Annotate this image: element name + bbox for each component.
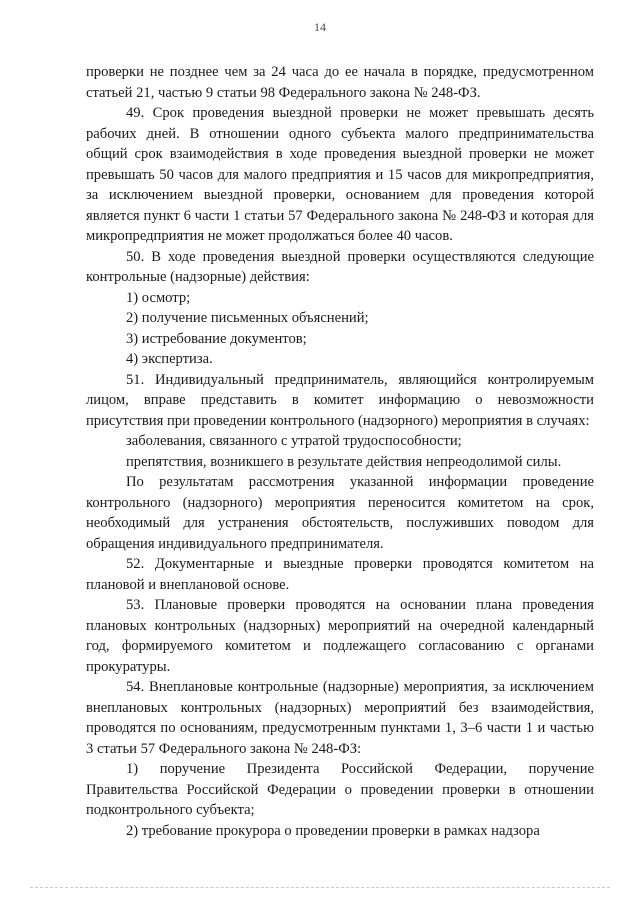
paragraph-54: 54. Внеплановые контрольные (надзорные) мероприятия, за исключением внеплановых контрольных (надзорных) мероприятий без взаимодействия, проводятся по основаниям, предусмотренным пунктами 1, 3–6 части 1 и частью 3 статьи 57 Федерального закона № 248-ФЗ: <box>86 679 594 757</box>
list-item-expertise: 4) экспертиза. <box>126 351 213 367</box>
paragraph-50: 50. В ходе проведения выездной проверки осуществляются следующие контрольные (надзорные) действия: <box>86 248 594 285</box>
paragraph-53: 53. Плановые проверки проводятся на основании плана проведения плановых контрольных (надзорных) мероприятий на очередной календарный год, формируемого комитетом и подлежащего согласованию с органами прокуратуры. <box>86 597 594 675</box>
list-item-illness: заболевания, связанного с утратой трудоспособности; <box>126 433 462 449</box>
paragraph-54-item-2: 2) требование прокурора о проведении проверки в рамках надзора <box>126 822 540 839</box>
list-item-documents: 3) истребование документов; <box>126 330 307 347</box>
scan-edge-line <box>30 887 610 888</box>
paragraph-52: 52. Документарные и выездные проверки проводятся комитетом на плановой и внеплановой основе. <box>86 556 594 593</box>
paragraph-49: 49. Срок проведения выездной проверки не может превышать десять рабочих дней. В отношении одного субъекта малого предпринимательства общий срок взаимодействия в ходе проведения выездной проверки не может превышать 50 часов для малого предприятия и 15 часов для микропредприятия, за исключением выездной проверки, основанием для проведения которой является пункт 6 части 1 статьи 57 Федерального закона № 248-ФЗ и которая для микропредприятия не может продолжаться более 40 часов. <box>86 105 594 244</box>
paragraph-54-item-1: 1) поручение Президента Российской Федерации, поручение Правительства Российской Федерации о проведении проверки в отношении подконтрольного субъекта; <box>86 761 594 818</box>
list-item-explanations: 2) получение письменных объяснений; <box>126 310 369 326</box>
paragraph-51: 51. Индивидуальный предприниматель, являющийся контролируемым лицом, вправе представить в комитет информацию о невозможности присутствия при проведении контрольного (надзорного) мероприятия в случаях: <box>86 371 594 429</box>
list-item-inspection: 1) осмотр; <box>126 289 191 306</box>
page-number: 14 <box>314 20 326 34</box>
list-item-force-majeure: препятствия, возникшего в результате действия непреодолимой силы. <box>126 453 562 470</box>
paragraph-continuation: проверки не позднее чем за 24 часа до ее начала в порядке, предусмотренном статьей 21, частью 9 статьи 98 Федерального закона № 248-ФЗ. <box>86 64 594 101</box>
document-body <box>86 62 594 841</box>
paragraph-51-result: По результатам рассмотрения указанной информации проведение контрольного (надзорного) мероприятия переносится комитетом на срок, необходимый для устранения обстоятельств, послуживших поводом для обращения индивидуального предпринимателя. <box>86 474 594 552</box>
